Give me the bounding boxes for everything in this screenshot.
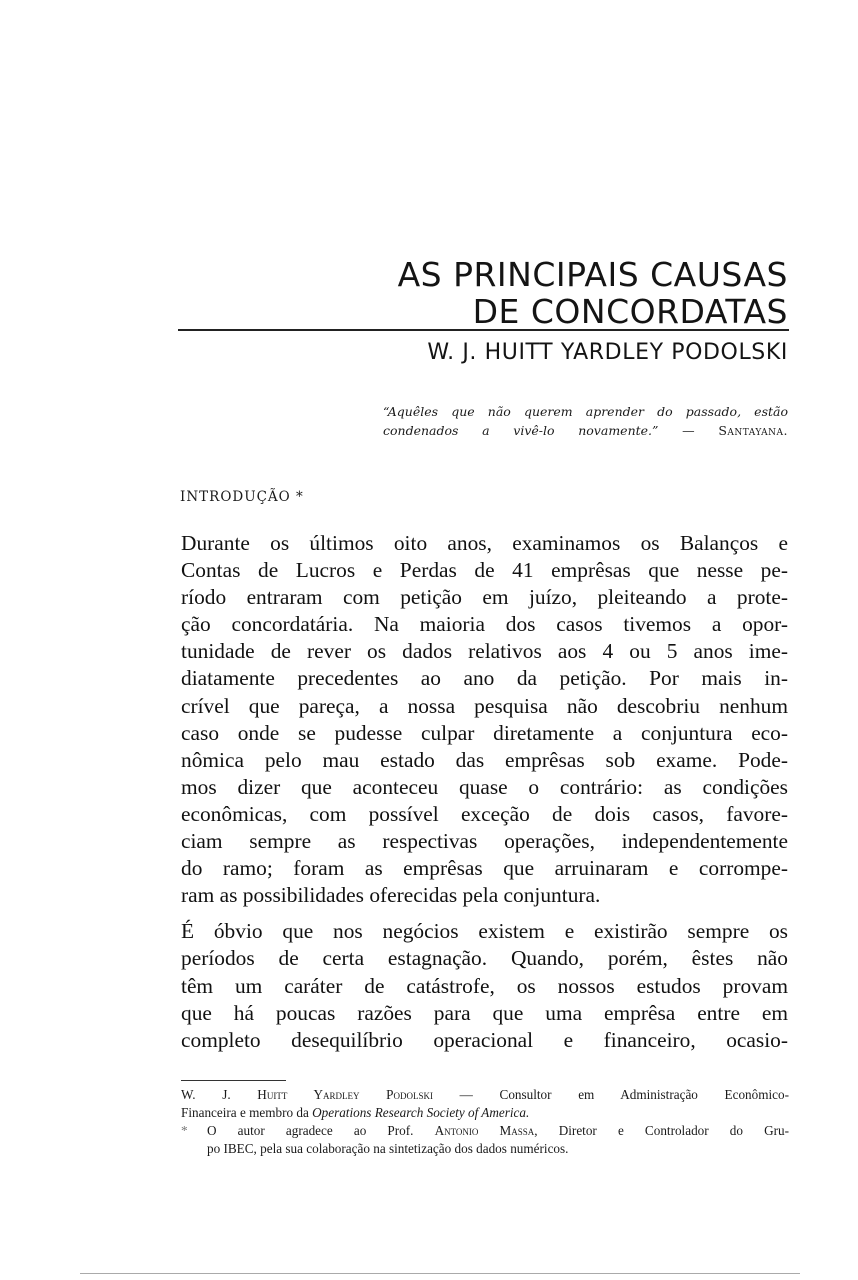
text-line: caso onde se pudesse culpar diretamente a conjuntura eco- — [181, 720, 788, 745]
epigraph — [383, 402, 788, 440]
text-line: ríodo entraram com petição em juízo, pleiteando a prote- — [181, 585, 788, 610]
text-line: ram as possibilidades oferecidas pela conjuntura. — [181, 883, 601, 908]
paragraph-1 — [181, 530, 788, 909]
text-line: econômicas, com possível exceção de dois casos, favore- — [181, 801, 788, 826]
footnote-divider — [181, 1080, 286, 1081]
footnote-2 — [181, 1122, 789, 1158]
page-edge-line — [80, 1273, 800, 1274]
footnote-author-name: Huitt Yardley Podolski — [257, 1087, 433, 1102]
asterisk-mark: * — [181, 1123, 188, 1138]
text-line: que há poucas razões para que uma emprêsa entre em — [181, 1000, 788, 1025]
footnote-text: — Consultor em Administração Econômico- — [459, 1087, 789, 1102]
text-line: ciam sempre as respectivas operações, independentemente — [181, 829, 788, 854]
text-line: têm um caráter de catástrofe, os nossos estudos provam — [181, 973, 788, 998]
footnote-text: O autor agradece ao Prof. — [207, 1123, 414, 1138]
text-line: mos dizer que aconteceu quase o contrário: as condições — [181, 774, 788, 799]
text-line: É óbvio que nos negócios existem e existirão sempre os — [181, 919, 788, 944]
text-line: nômica pelo mau estado das emprêsas sob exame. Pode- — [181, 747, 788, 772]
text-line: diatamente precedentes ao ano da petição. Por mais in- — [181, 666, 788, 691]
epigraph-text: condenados a vivê-lo novamente.” — — [383, 423, 695, 438]
author-name: W. J. HUITT YARDLEY PODOLSKI — [427, 340, 788, 365]
footnote-text: Diretor e Controlador do Gru- — [558, 1123, 790, 1138]
footnote-text: Financeira e membro da — [181, 1105, 309, 1120]
text-line: crível que pareça, a nossa pesquisa não descobriu nenhum — [181, 693, 788, 718]
footnote-1-line-1 — [181, 1086, 789, 1104]
text-line: tunidade de rever os dados relativos aos 4 ou 5 anos ime- — [181, 639, 788, 664]
footnote-society: Operations Research Society of America. — [312, 1105, 530, 1120]
title-line-2: DE CONCORDATAS — [472, 292, 788, 331]
body-text — [181, 530, 788, 1063]
footnote-1-line-2 — [181, 1104, 789, 1122]
footnotes — [181, 1086, 789, 1158]
text-line: ção concordatária. Na maioria dos casos tivemos a opor- — [181, 612, 788, 637]
footnote-initials: W. J. — [181, 1087, 231, 1102]
text-line: do ramo; foram as emprêsas que arruinaram e corrompe- — [181, 856, 788, 881]
epigraph-source: Santayana. — [718, 423, 788, 438]
title-line-1: AS PRINCIPAIS CAUSAS — [397, 255, 788, 294]
text-line: completo desequilíbrio operacional e financeiro, ocasio- — [181, 1027, 788, 1052]
footnote-2-line-1 — [207, 1122, 789, 1140]
title-divider — [178, 329, 789, 331]
footnote-person: Antonio Massa, — [434, 1123, 538, 1138]
epigraph-line-2 — [383, 421, 788, 440]
section-heading: INTRODUÇÃO * — [180, 489, 304, 505]
article-title — [398, 256, 788, 330]
footnote-2-line-2: po IBEC, pela sua colaboração na sintetização dos dados numéricos. — [207, 1141, 569, 1156]
text-line: Durante os últimos oito anos, examinamos os Balanços e — [181, 531, 788, 555]
paragraph-2 — [181, 918, 788, 1053]
text-line: períodos de certa estagnação. Quando, porém, êstes não — [181, 946, 788, 971]
epigraph-line-1: “Aquêles que não querem aprender do passado, estão — [383, 404, 788, 419]
text-line: Contas de Lucros e Perdas de 41 emprêsas que nesse pe- — [181, 558, 788, 583]
